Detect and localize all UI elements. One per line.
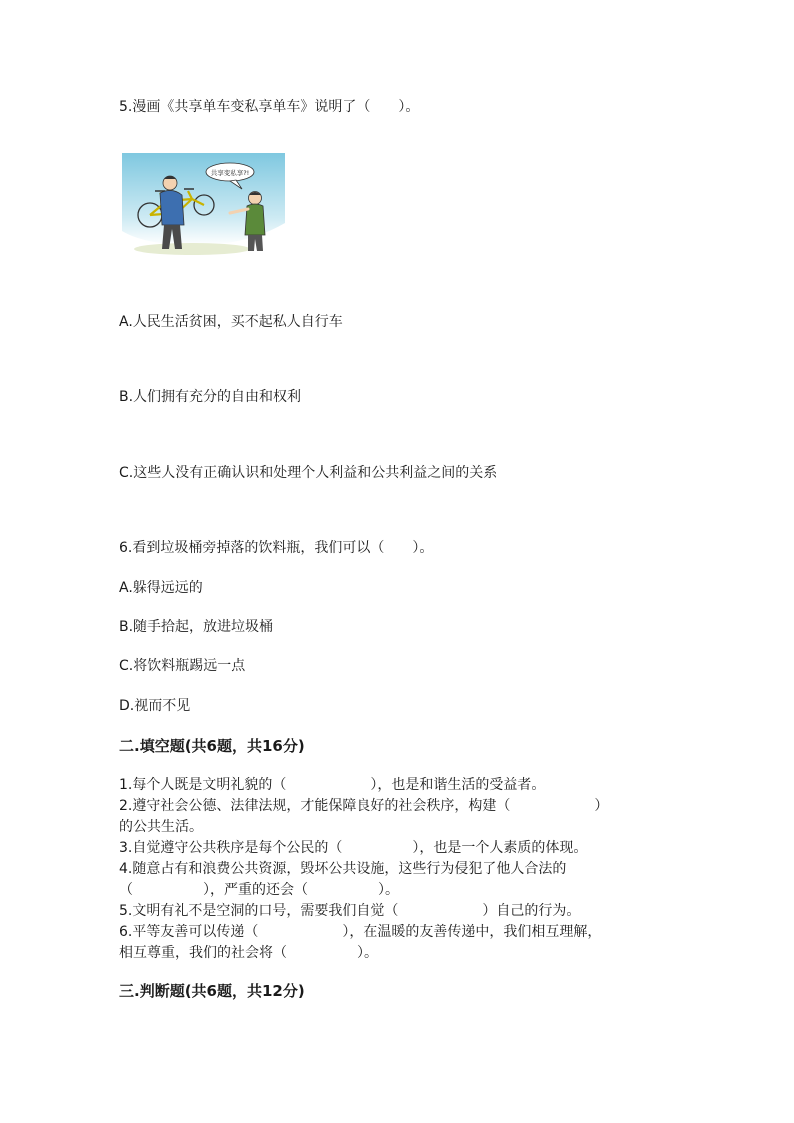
q5-option-c: C.这些人没有正确认识和处理个人利益和公共利益之间的关系 bbox=[119, 465, 498, 481]
q6-option-d: D.视而不见 bbox=[119, 698, 191, 714]
fill-blank-line: 6.平等友善可以传递（ ），在温暖的友善传递中，我们相互理解， bbox=[119, 924, 602, 940]
fill-blank-line: （ ），严重的还会（ ）。 bbox=[119, 882, 399, 898]
fill-blank-line: 4.随意占有和浪费公共资源，毁坏公共设施，这些行为侵犯了他人合法的 bbox=[119, 861, 567, 877]
q6-option-c: C.将饮料瓶踢远一点 bbox=[119, 658, 246, 674]
fill-blank-line: 相互尊重，我们的社会将（ ）。 bbox=[119, 945, 378, 961]
shared-bike-cartoon bbox=[122, 153, 285, 259]
q5-stem: 5.漫画《共享单车变私享单车》说明了（ ）。 bbox=[119, 99, 420, 115]
q6-stem: 6.看到垃圾桶旁掉落的饮料瓶，我们可以（ ）。 bbox=[119, 540, 434, 556]
fill-blank-line: 3.自觉遵守公共秩序是每个公民的（ ），也是一个人素质的体现。 bbox=[119, 840, 588, 856]
q6-option-b: B.随手拾起，放进垃圾桶 bbox=[119, 619, 274, 635]
fill-blank-line: 1.每个人既是文明礼貌的（ ），也是和谐生活的受益者。 bbox=[119, 777, 546, 793]
fill-blank-line: 2.遵守社会公德、法律法规，才能保障良好的社会秩序，构建（ ） bbox=[119, 798, 609, 814]
section2-heading: 二.填空题(共6题，共16分) bbox=[119, 737, 305, 755]
fill-blank-line: 的公共生活。 bbox=[119, 819, 203, 835]
q5-option-a: A.人民生活贫困，买不起私人自行车 bbox=[119, 314, 343, 330]
q6-option-a: A.躲得远远的 bbox=[119, 580, 203, 596]
q5-option-b: B.人们拥有充分的自由和权利 bbox=[119, 389, 302, 405]
cartoon-speech-bubble: 共享变私享?! bbox=[210, 169, 250, 177]
section3-heading: 三.判断题(共6题，共12分) bbox=[119, 982, 305, 1000]
fill-blank-line: 5.文明有礼不是空洞的口号，需要我们自觉（ ）自己的行为。 bbox=[119, 903, 581, 919]
